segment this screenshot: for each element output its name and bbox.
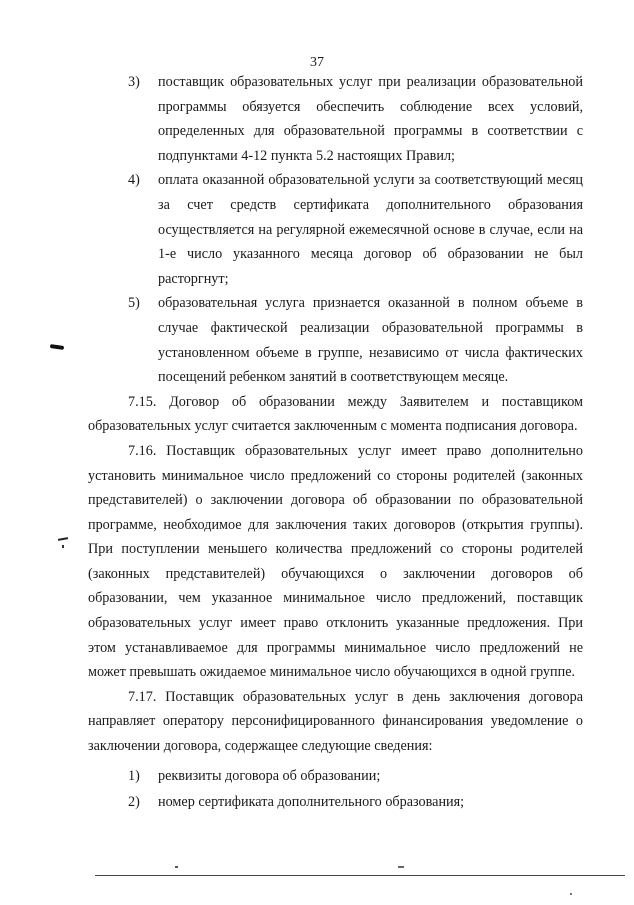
scan-mark xyxy=(398,866,404,868)
scan-mark xyxy=(62,545,64,548)
paragraph-7-17: 7.17. Поставщик образовательных услуг в день заключения договора направляет оператору персонифицированного финансирования уведомление о заключении договора, содержащее следующие сведения: xyxy=(88,688,583,755)
bottom-rule xyxy=(95,875,625,876)
list-item-text: образовательная услуга признается оказанной в полном объеме в случае фактической реализации образовательной программы в установленном объеме в группе, независимо от числа фактических посещений ребенком занятий в соответствующем месяце. xyxy=(158,295,583,386)
list-item-number: 4) xyxy=(128,172,140,189)
list-item-text: номер сертификата дополнительного образования; xyxy=(158,793,465,810)
details-list xyxy=(88,763,583,815)
paragraph-7-16: 7.16. Поставщик образовательных услуг имеет право дополнительно установить минимальное число предложений со стороны родителей (законных представителей) о заключении договора об образовании по образовательной программе, необходимое для заключения таких договоров (открытия группы). При поступлении меньшего количества предложений со стороны родителей (законных представителей) обучающихся о заключении договоров об образовании, чем указанное минимальное число предложений, поставщик образовательных услуг имеет право отклонить указанные предложения. При этом устанавливаемое для программы минимальное число предложений не может превышать ожидаемое минимальное число обучающихся в одной группе. xyxy=(88,442,583,681)
scan-mark xyxy=(570,893,572,895)
list-item-text: реквизиты договора об образовании; xyxy=(158,767,381,784)
scan-mark xyxy=(58,537,68,541)
scan-mark xyxy=(50,344,64,350)
scan-mark xyxy=(175,866,178,868)
list-item-number: 2) xyxy=(128,793,140,810)
list-item xyxy=(88,70,583,168)
list-item xyxy=(88,291,583,389)
page-number: 37 xyxy=(310,55,324,70)
list-item xyxy=(88,763,583,789)
list-item-text: оплата оказанной образовательной услуги за соответствующий месяц за счет средств сертификата дополнительного образования осуществляется на регулярной ежемесячной основе в случае, если на 1-е число указанного месяца договор об образовании не был расторгнут; xyxy=(158,172,583,287)
document-body xyxy=(88,70,583,815)
paragraph-7-15: 7.15. Договор об образовании между Заявителем и поставщиком образовательных услуг считается заключенным с момента подписания договора. xyxy=(88,393,583,435)
list-item-text: поставщик образовательных услуг при реализации образовательной программы обязуется обеспечить соблюдение всех условий, определенных для образовательной программы в соответствии с подпунктами 4-12 пункта 5.2 настоящих Правил; xyxy=(158,74,583,164)
list-item-number: 3) xyxy=(128,74,140,90)
list-item xyxy=(88,789,583,815)
list-item-number: 5) xyxy=(128,295,140,312)
list-item-number: 1) xyxy=(128,767,140,784)
list-item xyxy=(88,168,583,291)
